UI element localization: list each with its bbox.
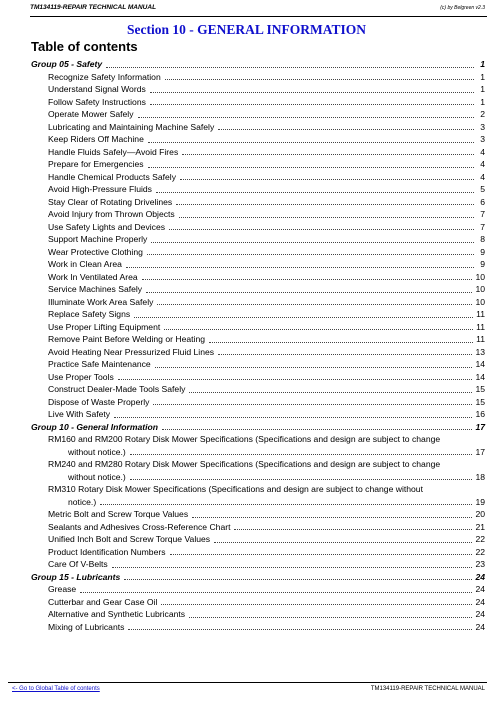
toc-entry-title: Keep Riders Off Machine <box>48 134 144 144</box>
toc-entry-title: RM240 and RM280 Rotary Disk Mower Specifications (Specifications and design are subject to change <box>48 459 441 469</box>
toc-entry[interactable] <box>31 383 485 396</box>
toc-entry-title: Alternative and Synthetic Lubricants <box>48 609 186 619</box>
toc-page-number: 7 <box>480 221 485 232</box>
toc-page-number: 24 <box>475 621 485 632</box>
toc-entry-title: Operate Mower Safely <box>48 109 134 119</box>
toc-entry[interactable] <box>31 108 485 121</box>
toc-page-number: 22 <box>475 534 485 544</box>
toc-entry[interactable] <box>31 208 485 221</box>
header-credit: (c) by Belgreen v2.3 <box>440 5 485 11</box>
dot-leader <box>114 416 472 418</box>
toc-entry[interactable] <box>31 546 485 559</box>
dot-leader <box>138 116 475 118</box>
dot-leader <box>124 578 472 580</box>
toc-page-number: 9 <box>480 246 485 257</box>
toc-entry-title: Use Proper Lifting Equipment <box>48 321 161 332</box>
toc-entry[interactable] <box>31 333 485 346</box>
toc-entry-title: Avoid High-Pressure Fluids <box>48 184 152 194</box>
dot-leader <box>176 203 474 205</box>
toc-page-number: 20 <box>475 509 485 519</box>
toc-page-number: 10 <box>475 296 485 307</box>
toc-entry[interactable] <box>31 433 485 458</box>
toc-entry[interactable] <box>31 258 485 271</box>
toc-entry[interactable] <box>31 83 485 96</box>
toc-page-number: 15 <box>475 396 485 407</box>
toc-entry-title: Use Proper Tools <box>48 371 114 382</box>
dot-leader <box>106 66 474 68</box>
toc-page-number: 14 <box>475 359 485 369</box>
toc-entry-title: Metric Bolt and Screw Torque Values <box>48 509 189 519</box>
toc-entry-title: Unified Inch Bolt and Screw Torque Values <box>48 534 211 544</box>
toc-entry[interactable] <box>31 283 485 296</box>
toc-page-number: 11 <box>476 309 485 319</box>
dot-leader <box>155 366 473 368</box>
toc-entry[interactable] <box>31 233 485 246</box>
toc-page-number: 3 <box>480 121 485 132</box>
toc-page-number: 8 <box>480 234 485 244</box>
dot-leader <box>189 616 472 618</box>
toc-page-number: 24 <box>475 571 485 582</box>
dot-leader <box>164 328 473 330</box>
footer-manual-id: TM134119-REPAIR TECHNICAL MANUAL <box>370 686 485 692</box>
toc-entry[interactable] <box>31 346 485 359</box>
dot-leader <box>153 403 472 405</box>
toc-page-number: 24 <box>475 584 485 594</box>
toc-entry[interactable] <box>31 521 485 534</box>
toc-entry-title: Lubricating and Maintaining Machine Safely <box>48 121 215 132</box>
dot-leader <box>146 291 472 293</box>
toc-entry-title: Grease <box>48 584 77 594</box>
dot-leader <box>118 378 473 380</box>
toc-entry[interactable] <box>31 483 485 508</box>
toc-entry-title: Use Safety Lights and Devices <box>48 221 166 232</box>
toc-entry[interactable] <box>31 246 485 259</box>
toc-entry[interactable] <box>31 146 485 159</box>
dot-leader <box>182 153 474 155</box>
toc-page-number: 9 <box>480 259 485 269</box>
toc-page-number: 7 <box>480 209 485 219</box>
global-toc-link[interactable]: <- Go to Global Table of contents <box>12 686 100 692</box>
toc-entry-title: Product Identification Numbers <box>48 546 166 557</box>
toc-entry-title: Handle Chemical Products Safely <box>48 171 177 182</box>
toc-page-number: 14 <box>475 371 485 382</box>
toc-page-number: 15 <box>475 384 485 394</box>
toc-entry[interactable] <box>31 621 485 634</box>
toc-page-number: 24 <box>475 609 485 619</box>
toc-page-number: 17 <box>475 446 485 457</box>
toc-entry[interactable] <box>31 96 485 109</box>
toc-entry-title: Mixing of Lubricants <box>48 621 125 632</box>
toc-entry-title: Sealants and Adhesives Cross-Reference Chart <box>48 521 231 532</box>
toc-group-entry[interactable] <box>31 58 485 71</box>
toc-entry[interactable] <box>31 308 485 321</box>
toc-page-number: 11 <box>476 321 485 332</box>
toc-group-entry[interactable] <box>31 421 485 434</box>
toc-entry[interactable] <box>31 458 485 483</box>
toc-page-number: 1 <box>480 84 485 94</box>
dot-leader <box>162 428 472 430</box>
header-divider <box>30 16 487 17</box>
toc-entry[interactable] <box>31 71 485 84</box>
toc-entry[interactable] <box>31 133 485 146</box>
toc-entry[interactable] <box>31 408 485 421</box>
toc-entry[interactable] <box>31 321 485 334</box>
toc-entry-title: Avoid Heating Near Pressurized Fluid Lines <box>48 346 215 357</box>
toc-entry[interactable] <box>31 558 485 571</box>
toc-entry-title: Wear Protective Clothing <box>48 246 143 257</box>
dot-leader <box>161 603 472 605</box>
dot-leader <box>189 391 472 393</box>
dot-leader <box>80 591 472 593</box>
toc-page-number: 21 <box>475 521 485 532</box>
toc-page-number: 22 <box>475 546 485 557</box>
toc-page-number: 1 <box>480 96 485 107</box>
toc-page-number: 3 <box>480 134 485 144</box>
toc-entry[interactable] <box>31 121 485 134</box>
dot-leader <box>126 266 474 268</box>
toc-entry[interactable] <box>31 508 485 521</box>
dot-leader <box>209 341 473 343</box>
toc-entry[interactable] <box>31 583 485 596</box>
toc-entry-title: Work in Clean Area <box>48 259 122 269</box>
footer-divider <box>8 682 487 683</box>
toc-group-entry[interactable] <box>31 571 485 584</box>
toc-page-number: 10 <box>475 271 485 282</box>
toc-page-number: 17 <box>475 421 485 432</box>
dot-leader <box>192 516 472 518</box>
toc-entry-title-continued: without notice.) <box>68 471 126 482</box>
toc-entry-title-continued: notice.) <box>68 496 97 507</box>
toc-entry[interactable] <box>31 358 485 371</box>
toc-entry[interactable] <box>31 596 485 609</box>
toc-entry-title: Understand Signal Words <box>48 84 146 94</box>
toc-entry-title: Cutterbar and Gear Case Oil <box>48 596 158 607</box>
toc-page-number: 16 <box>475 409 485 419</box>
toc-entry-title: Service Machines Safely <box>48 284 143 294</box>
dot-leader <box>165 78 474 80</box>
toc-entry[interactable] <box>31 221 485 234</box>
dot-leader <box>218 353 472 355</box>
toc-entry[interactable] <box>31 296 485 309</box>
dot-leader <box>112 566 473 568</box>
dot-leader <box>148 141 474 143</box>
dot-leader <box>130 454 473 455</box>
toc-entry-title: Recognize Safety Information <box>48 71 161 82</box>
toc-page-number: 23 <box>475 559 485 569</box>
section-title: Section 10 - GENERAL INFORMATION <box>126 22 366 37</box>
toc-page-number: 4 <box>480 171 485 182</box>
dot-leader <box>147 253 474 255</box>
dot-leader <box>156 191 474 193</box>
dot-leader <box>234 528 472 530</box>
toc-entry-title: Support Machine Properly <box>48 234 148 244</box>
toc-entry-title: Illuminate Work Area Safely <box>48 296 154 307</box>
dot-leader <box>100 504 472 505</box>
toc-entry-title: Follow Safety Instructions <box>48 96 146 107</box>
toc-page-number: 11 <box>476 334 485 344</box>
dot-leader <box>169 228 474 230</box>
toc-entry[interactable] <box>31 608 485 621</box>
dot-leader <box>150 91 474 93</box>
toc-entry-title: Care Of V-Belts <box>48 559 108 569</box>
toc-page-number: 1 <box>480 59 485 69</box>
toc-heading: Table of contents <box>31 39 138 54</box>
toc-entry-title: Live With Safety <box>48 409 111 419</box>
dot-leader <box>150 103 474 105</box>
toc-page-number: 18 <box>475 471 485 482</box>
dot-leader <box>134 316 473 318</box>
toc-page-number: 1 <box>480 71 485 82</box>
toc-entry-title: Handle Fluids Safely—Avoid Fires <box>48 146 179 157</box>
toc-entry[interactable] <box>31 183 485 196</box>
toc-entry-title: Group 05 - Safety <box>31 59 103 69</box>
toc-entry-title: Dispose of Waste Properly <box>48 396 150 407</box>
toc-entry-title-continued: without notice.) <box>68 446 126 457</box>
dot-leader <box>214 541 472 543</box>
toc-entry-title: Construct Dealer-Made Tools Safely <box>48 384 186 394</box>
toc-entry-title: Prepare for Emergencies <box>48 159 144 169</box>
dot-leader <box>130 479 473 480</box>
toc-entry-title: Work In Ventilated Area <box>48 271 138 282</box>
toc-entry[interactable] <box>31 171 485 184</box>
toc-entry[interactable] <box>31 533 485 546</box>
dot-leader <box>128 628 472 630</box>
toc-page-number: 6 <box>480 196 485 207</box>
toc-entry[interactable] <box>31 271 485 284</box>
toc-page-number: 10 <box>475 284 485 294</box>
toc-entry-title: Avoid Injury from Thrown Objects <box>48 209 175 219</box>
dot-leader <box>142 278 473 280</box>
dot-leader <box>179 216 474 218</box>
toc-page-number: 19 <box>475 496 485 507</box>
toc-entry[interactable] <box>31 396 485 409</box>
toc-page-number: 2 <box>480 109 485 119</box>
dot-leader <box>170 553 473 555</box>
dot-leader <box>180 178 474 180</box>
toc-entry-title: RM310 Rotary Disk Mower Specifications (Specifications and design are subject to change without <box>48 484 423 494</box>
toc-entry[interactable] <box>31 158 485 171</box>
toc-page-number: 5 <box>480 184 485 194</box>
toc-entry-title: Replace Safety Signs <box>48 309 131 319</box>
toc-entry-title: Group 15 - Lubricants <box>31 571 121 582</box>
header-manual-id: TM134119-REPAIR TECHNICAL MANUAL <box>30 4 157 11</box>
dot-leader <box>218 128 474 130</box>
dot-leader <box>157 303 472 305</box>
dot-leader <box>151 241 474 243</box>
toc-entry-title: Practice Safe Maintenance <box>48 359 151 369</box>
toc-page-number: 24 <box>475 596 485 607</box>
dot-leader <box>148 166 474 168</box>
toc-entry[interactable] <box>31 371 485 384</box>
toc-entry[interactable] <box>31 196 485 209</box>
toc-page-number: 4 <box>480 146 485 157</box>
toc-entry-title: Stay Clear of Rotating Drivelines <box>48 196 173 207</box>
toc-entry-title: RM160 and RM200 Rotary Disk Mower Specifications (Specifications and design are subject to change <box>48 434 441 444</box>
toc-page-number: 4 <box>480 159 485 169</box>
table-of-contents <box>31 58 485 633</box>
toc-entry-title: Remove Paint Before Welding or Heating <box>48 334 205 344</box>
toc-entry-title: Group 10 - General Information <box>31 421 159 432</box>
toc-page-number: 13 <box>475 346 485 357</box>
